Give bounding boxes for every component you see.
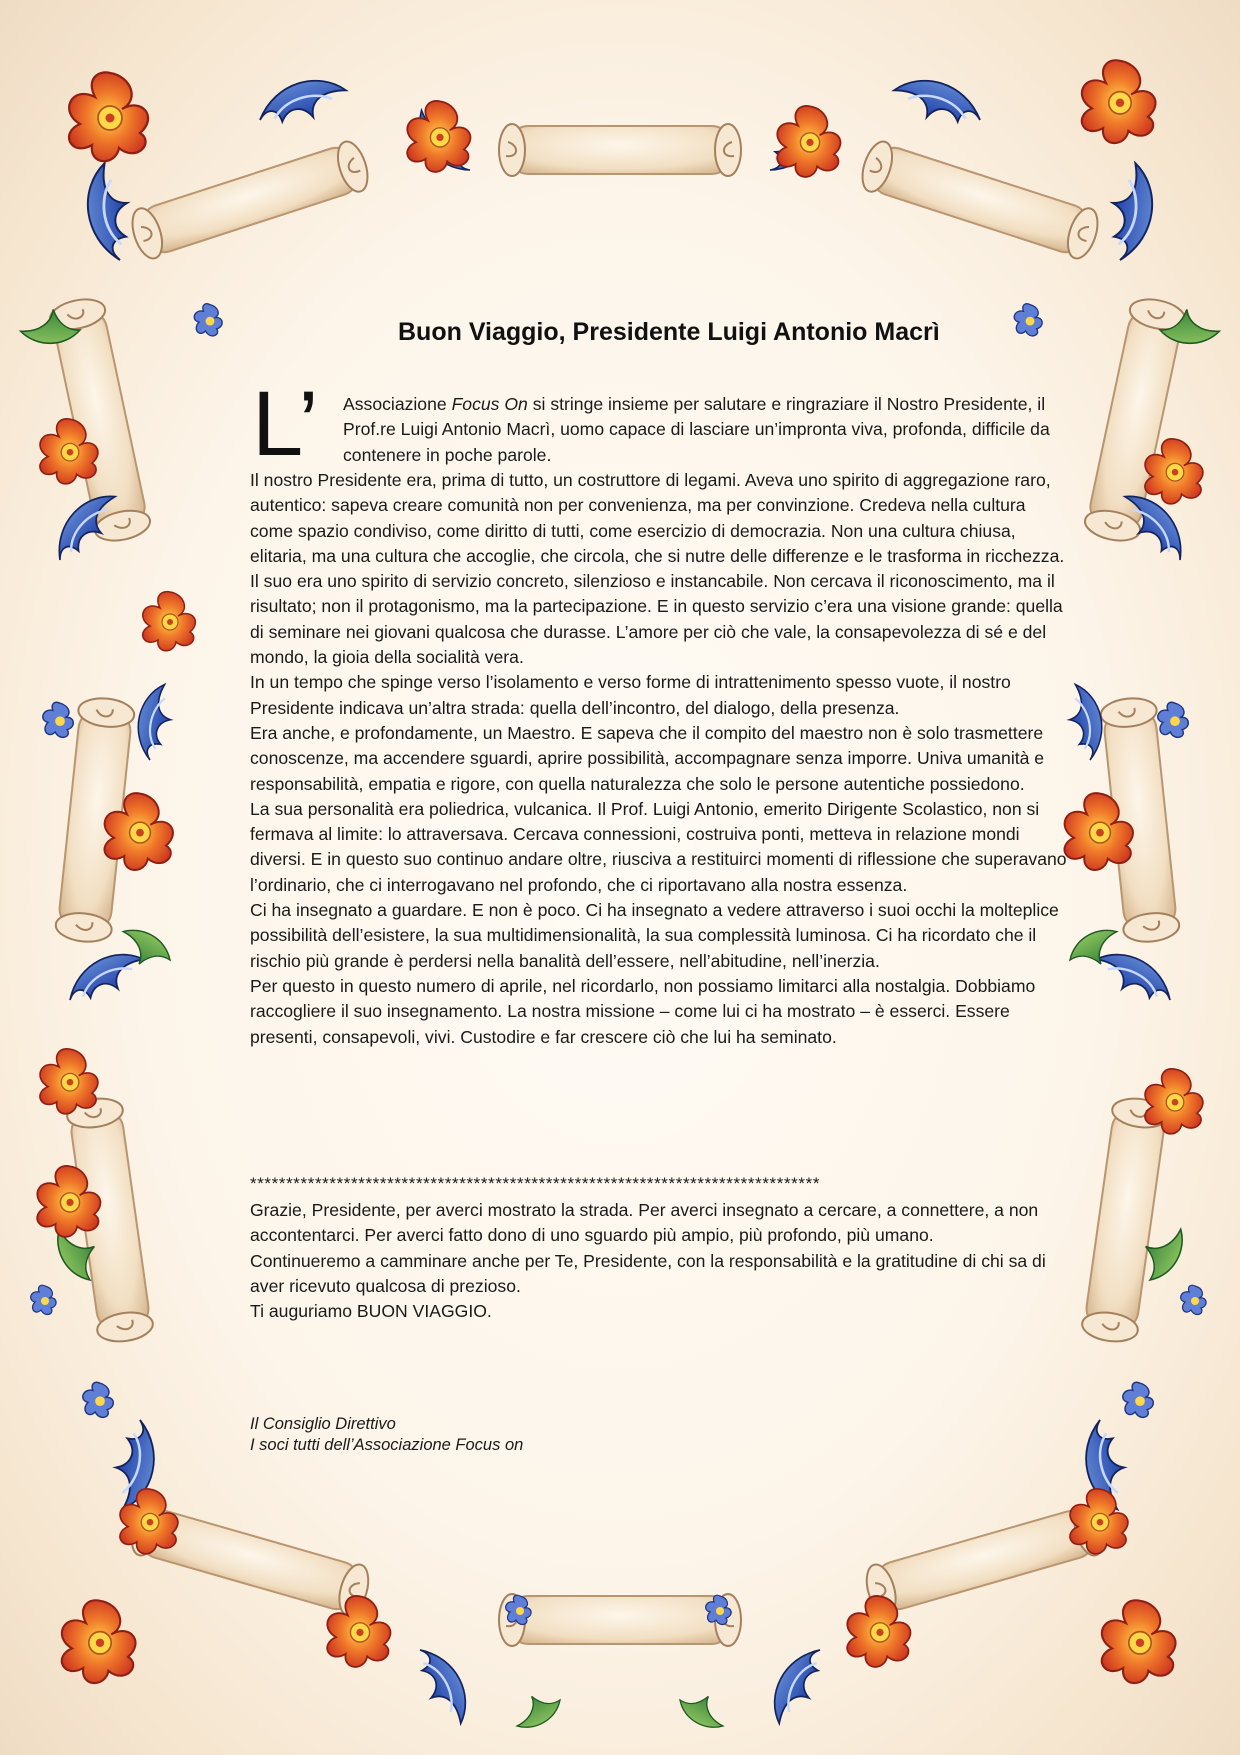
- signature-line: Il Consiglio Direttivo: [250, 1415, 396, 1433]
- body-paragraph: La sua personalità era poliedrica, vulcanica. Il Prof. Luigi Antonio, emerito Dirigente Scolastico, non si fermava al limite: lo attraversava. Cercava connessioni, costruiva ponti, metteva in relazione mondi diversi. E in questo suo continuo andare oltre, riusciva a restituirci momenti di riflessione che superavano l’ordinario, che ci interrogavano nel profondo, che ci riportavano alla nostra essenza.: [250, 798, 1067, 895]
- closing-section: [250, 1198, 1070, 1324]
- body-paragraph: In un tempo che spinge verso l’isolamento e verso forme di intrattenimento spesso vuote, il nostro Presidente indicava un’altra strada: quella dell’incontro, del dialogo, della presenza.: [250, 672, 1011, 718]
- body-paragraph: Il suo era uno spirito di servizio concreto, silenzioso e instancabile. Non cercava il riconoscimento, ma il risultato; non il protagonismo, ma la partecipazione. E in questo servizio c’era una visione grande: quella di seminare nei giovani qualcosa che durasse. L’amore per ciò che vale, la consapevolezza di sé e del mondo, la gioia della socialità vera.: [250, 571, 1063, 668]
- signature-block: [250, 1414, 850, 1456]
- intro-text-end: si stringe insieme per salutare e ringraziare il Nostro Presidente, il Prof.re Luigi Antonio Macrì, uomo capace di lasciare un’impronta viva, profonda, difficile da contenere in poche parole.: [343, 394, 1050, 465]
- letter-body: [250, 468, 1070, 1050]
- closing-paragraph: Grazie, Presidente, per averci mostrato la strada. Per averci insegnato a cercare, a connettere, a non accontentarci. Per averci fatto dono di uno sguardo più ampio, più profondo, più umano.: [250, 1200, 1039, 1246]
- body-paragraph: Era anche, e profondamente, un Maestro. E sapeva che il compito del maestro non è solo trasmettere conoscenze, ma accendere sguardi, aprire possibilità, accompagnare senza imporre. Univa umanità e responsabilità, empatia e rigore, con quella naturalezza che solo le persone autentiche possiedono.: [250, 722, 1045, 794]
- intro-text-start: Associazione: [343, 394, 452, 414]
- closing-paragraph: Continueremo a camminare anche per Te, Presidente, con la responsabilità e la gratitudine di chi sa di aver ricevuto qualcosa di prezioso.: [250, 1250, 1046, 1296]
- signature-line: I soci tutti dell’Associazione Focus on: [250, 1436, 524, 1454]
- body-paragraph: Per questo in questo numero di aprile, nel ricordarlo, non possiamo limitarci alla nostalgia. Dobbiamo raccogliere il suo insegnamento. La nostra missione – come lui ci ha mostrato – è esserci. Essere presenti, consapevoli, vivi. Custodire e far crescere ciò che lui ha seminato.: [250, 975, 1036, 1047]
- body-paragraph: Il nostro Presidente era, prima di tutto, un costruttore di legami. Aveva uno spirito di aggregazione raro, autentico: sapeva creare comunità non per convenienza, ma per convinzione. Credeva nella cultura come spazio condiviso, come diritto di tutti, come esercizio di democrazia. Non una cultura chiusa, elitaria, ma una cultura che accoglie, che circola, che si nutre delle differenze e le trasforma in ricchezza.: [250, 470, 1065, 566]
- drop-cap: L’: [252, 373, 319, 475]
- intro-paragraph: [343, 392, 1063, 468]
- scroll-band-bottom: [127, 1502, 1109, 1646]
- page-title: Buon Viaggio, Presidente Luigi Antonio Macrì: [398, 318, 940, 346]
- body-paragraph: Ci ha insegnato a guardare. E non è poco. Ci ha insegnato a vedere attraverso i suoi occhi la molteplice possibilità dell’esistere, la sua multidimensionalità, la sua complessità luminosa. Ci ha ricordato che il rischio più grande è perdersi nella banalità dell’essere, nell’abitudine, nell’inerzia.: [250, 900, 1059, 971]
- scroll-band-top: [127, 124, 1103, 262]
- association-name: Focus On: [451, 394, 528, 414]
- closing-paragraph: Ti auguriamo BUON VIAGGIO.: [250, 1301, 492, 1322]
- asterisk-separator: *******************************************************************************: [250, 1174, 821, 1193]
